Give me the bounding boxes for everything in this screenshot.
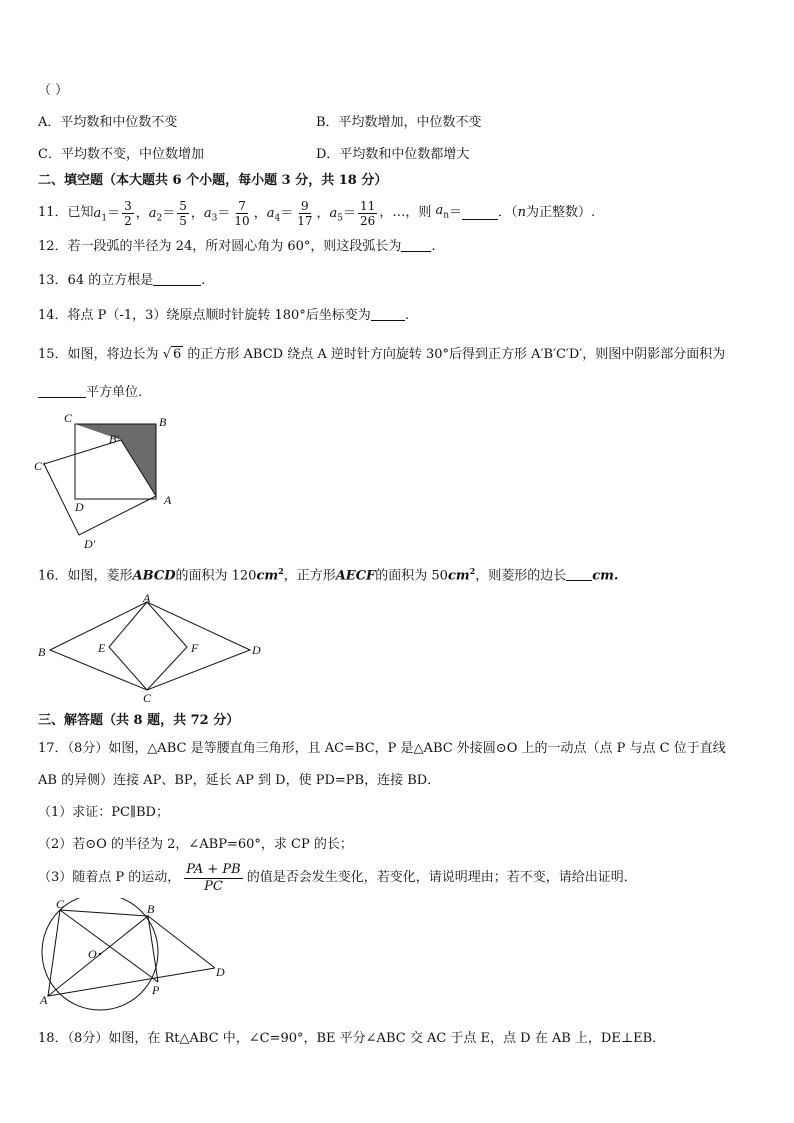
label-F: F [191, 641, 199, 655]
question-18: 18．（8分）如图，在 Rt△ABC 中，∠C=90°，BE 平分∠ABC 交 AC 于点 E，点 D 在 AB 上，DE⊥EB． [38, 1031, 666, 1046]
label-E: E [98, 641, 106, 655]
option-c: C．平均数不变，中位数增加 [38, 147, 204, 162]
fraction-pa-pb-over-pc: $\frac{PA + PB}{PC}$ [186, 861, 241, 894]
label-Cprime: C′ [34, 459, 45, 473]
figure-rhombus-square [30, 590, 265, 705]
segment-ap-d [48, 968, 215, 996]
question-11: 11．已知 $a_1=$ $\frac{3}{2}$ ， $a_2=$ $\frac{5}{5}$ ， $a_3=$ $\frac{7}{10}$ ， $a_4=$ $\frac{9}{17}$ ， $a_5=$ $\frac{11}{26}$ ，…，则 $a_n$ ＝ ．（ n 为正整数）. [38, 198, 596, 228]
q11-term-4: $a_4=$ $\frac{9}{17}$ ， [266, 198, 330, 228]
q12-answer-blank [401, 238, 431, 252]
label-C: C [143, 691, 152, 705]
section-heading-solutions: 三、解答题（共 8 题，共 72 分） [38, 713, 240, 728]
sqrt-6: √ 6 [162, 347, 182, 362]
question-17-part1: （1）求证：PC∥BD； [38, 805, 169, 820]
label-B: B [159, 415, 167, 429]
label-D: D [216, 965, 225, 979]
label-A: A [164, 493, 172, 507]
label-P: P [152, 983, 160, 997]
section-heading-fill-in: 二、填空题（本大题共 6 个小题，每小题 3 分，共 18 分） [38, 173, 388, 188]
label-D: D [252, 643, 261, 657]
label-C: C [64, 411, 73, 425]
center-dot [99, 953, 101, 955]
label-D: D [75, 500, 84, 514]
label-B: B [147, 902, 155, 916]
q11-term-5: $a_5=$ $\frac{11}{26}$ [329, 198, 376, 228]
q14-answer-blank [371, 307, 405, 321]
option-b: B．平均数增加，中位数不变 [316, 115, 482, 130]
triangle-abc [48, 910, 148, 996]
option-d: D．平均数和中位数都增大 [316, 147, 470, 162]
q11-term-3: $a_3=$ $\frac{7}{10}$ ， [203, 198, 267, 228]
segment-bp [148, 916, 158, 982]
question-16: 16．如图，菱形ABCD的面积为 $120cm^2$，正方形AECF的面积为 $50cm^2$，则菱形的边长 cm. [38, 566, 619, 584]
label-A: A [143, 591, 151, 605]
figure-circle-triangle [30, 898, 230, 1018]
question-paren: （ ） [38, 83, 69, 98]
question-17-line2: AB 的异侧）连接 AP、BP，延长 AP 到 D，使 PD=PB，连接 BD． [38, 773, 441, 788]
question-17-line1: 17．（8分）如图，△ABC 是等腰直角三角形，且 AC=BC，P 是△ABC 外接圆⊙O 上的一动点（点 P 与点 C 位于直线 [38, 741, 726, 756]
q11-answer-blank [462, 206, 498, 220]
label-Dprime: D′ [84, 537, 96, 551]
rhombus-abcd [50, 602, 250, 690]
label-O: O [88, 947, 97, 961]
label-B: B [38, 645, 46, 659]
label-C: C [56, 898, 65, 911]
question-12: 12．若一段弧的半径为 24，所对圆心角为 60°，则这段弧长为 . [38, 239, 436, 254]
figure-rotated-square [30, 410, 180, 555]
question-14: 14．将点 P（-1，3）绕原点顺时针旋转 180°后坐标变为 . [38, 308, 409, 323]
label-A: A [40, 993, 48, 1007]
option-a: A．平均数和中位数不变 [38, 115, 178, 130]
segment-bd [148, 916, 215, 968]
q13-answer-blank [153, 272, 201, 286]
q11-term-1: $a_1=$ $\frac{3}{2}$ ， [93, 198, 149, 228]
question-15: 15．如图，将边长为 √ 6 的正方形 ABCD 绕点 A 逆时针方向旋转 30°后得到正方形 A′B′C′D′，则图中阴影部分面积为 [38, 347, 726, 362]
question-17-part2: （2）若⊙O 的半径为 2，∠ABP=60°，求 CP 的长； [38, 837, 353, 852]
q15-answer-blank [38, 384, 86, 398]
question-15-line2: 平方单位. [38, 384, 142, 402]
segment-cp [60, 910, 158, 982]
q11-term-2: $a_2=$ $\frac{5}{5}$ ， [148, 198, 204, 228]
q16-answer-blank [566, 567, 592, 581]
label-Bprime: B′ [109, 432, 119, 446]
question-13: 13．64 的立方根是 . [38, 273, 206, 288]
question-17-part3: （3）随着点 P 的运动， $\frac{PA + PB}{PC}$ 的值是否会发生变化，若变化，请说明理由；若不变，请给出证明． [38, 861, 637, 894]
